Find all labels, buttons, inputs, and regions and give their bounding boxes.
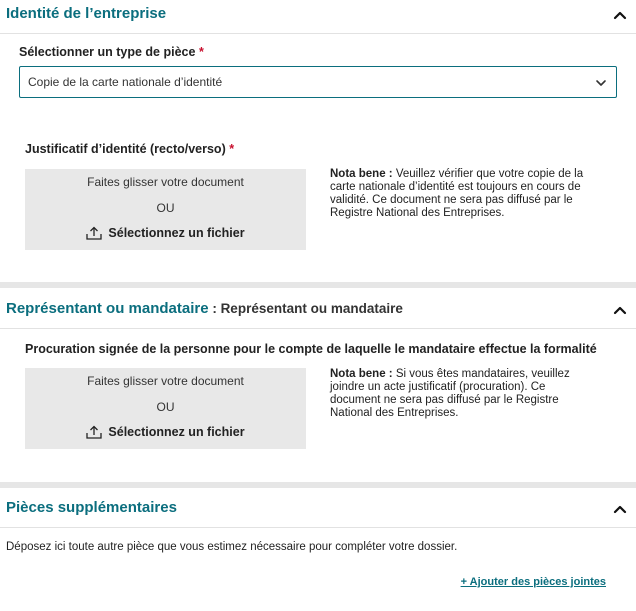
document-type-label: [19, 45, 204, 59]
supplementary-description: Déposez ici toute autre pièce que vous estimez nécessaire pour compléter votre dossier.: [6, 541, 458, 553]
upload-icon: [86, 425, 102, 439]
representative-nota-bene: [330, 368, 580, 420]
select-file-button[interactable]: [25, 226, 306, 240]
select-file-button[interactable]: [25, 425, 306, 439]
section-divider: [0, 482, 636, 488]
identity-proof-label-text: Justificatif d’identité (recto/verso): [25, 142, 226, 156]
proxy-dropzone[interactable]: [25, 368, 306, 449]
identity-section-title: Identité de l’entreprise: [6, 5, 167, 22]
nota-bene-title: Nota bene :: [330, 368, 393, 380]
required-mark: *: [229, 142, 235, 156]
supplementary-section-header[interactable]: [0, 494, 636, 528]
nota-bene-text: Si vous êtes mandataires, veuillez joindre un acte justificatif (procuration). Ce document ne sera pas diffusé par le Registre National des Entreprises.: [330, 368, 570, 419]
identity-dropzone[interactable]: [25, 169, 306, 250]
select-file-label: Sélectionnez un fichier: [108, 425, 245, 439]
title-separator: :: [208, 301, 221, 316]
identity-proof-label: [25, 142, 234, 156]
document-type-value: Copie de la carte nationale d’identité: [28, 75, 223, 89]
representative-title-text: Représentant ou mandataire: [6, 300, 209, 317]
dropzone-or-text: OU: [156, 201, 175, 215]
document-type-label-text: Sélectionner un type de pièce: [19, 45, 196, 59]
dropzone-drag-text: Faites glisser votre document: [87, 175, 244, 189]
add-attachments-link[interactable]: + Ajouter des pièces jointes: [460, 576, 606, 588]
dropzone-drag-text: Faites glisser votre document: [87, 374, 244, 388]
nota-bene-text: Veuillez vérifier que votre copie de la carte nationale d’identité est toujours en cours de validité. Ce document ne sera pas diffusé par le Registre National des Entreprises.: [330, 168, 584, 219]
document-type-select[interactable]: [19, 66, 617, 98]
chevron-up-icon[interactable]: [612, 302, 628, 318]
chevron-up-icon[interactable]: [612, 501, 628, 517]
supplementary-section-title: Pièces supplémentaires: [6, 499, 177, 516]
chevron-up-icon[interactable]: [612, 7, 628, 23]
identity-section-header[interactable]: [0, 0, 636, 34]
proxy-document-label: Procuration signée de la personne pour le compte de laquelle le mandataire effectue la formalité: [25, 342, 597, 356]
identity-nota-bene: [330, 168, 598, 220]
representative-subtitle: Représentant ou mandataire: [220, 301, 403, 316]
select-file-label: Sélectionnez un fichier: [108, 226, 245, 240]
required-mark: *: [198, 45, 204, 59]
representative-section-title: [6, 300, 403, 317]
nota-bene-title: Nota bene :: [330, 168, 393, 180]
dropzone-or-text: OU: [156, 400, 175, 414]
section-divider: [0, 282, 636, 288]
representative-section-header[interactable]: [0, 295, 636, 329]
chevron-down-icon: [595, 77, 607, 89]
upload-icon: [86, 226, 102, 240]
